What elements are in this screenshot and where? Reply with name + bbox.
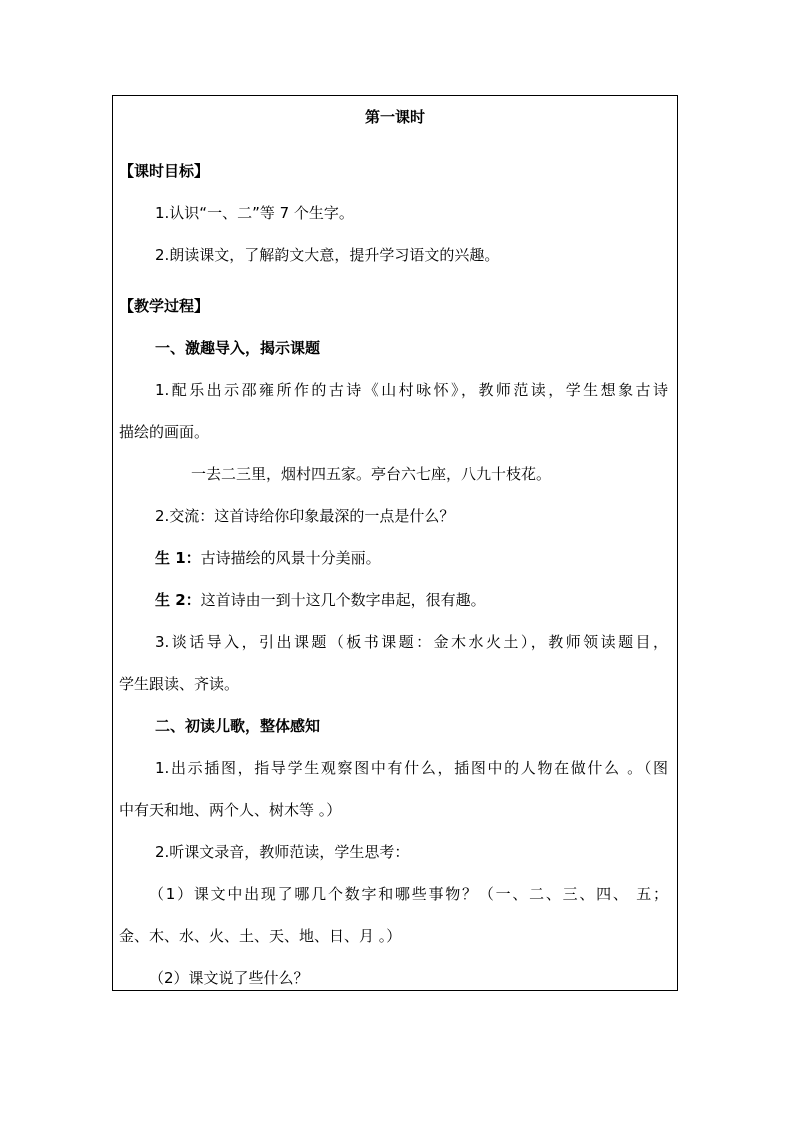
paragraph-line: 中有天和地、两个人、树木等 。） — [119, 801, 342, 819]
question-item: （2）课文说了些什么？ — [149, 969, 309, 987]
objective-item: 1.认识“一、二”等 7 个生字。 — [155, 204, 354, 222]
paragraph-line: 学生跟读、齐读。 — [119, 675, 240, 693]
paragraph-line: 描绘的画面。 — [119, 423, 210, 441]
student-label: 生 1： — [155, 549, 201, 567]
poem-text: 一去二三里，烟村四五家。亭台六七座，八九十枝花。 — [191, 465, 552, 483]
section-heading: 二、初读儿歌，整体感知 — [155, 717, 321, 735]
student-label: 生 2： — [155, 591, 201, 609]
paragraph-line: 1.配乐出示邵雍所作的古诗《山村咏怀》，教师范读，学生想象古诗 — [155, 381, 668, 399]
student-answer — [155, 549, 381, 567]
objective-item: 2.朗读课文，了解韵文大意，提升学习语文的兴趣。 — [155, 246, 500, 264]
paragraph-line: 3.谈话导入，引出课题（板书课题：金木水火土），教师领读题目， — [155, 633, 668, 651]
lesson-plan-table — [112, 95, 678, 991]
student-answer-text: 这首诗由一到十这几个数字串起，很有趣。 — [200, 591, 486, 609]
student-answer-text: 古诗描绘的风景十分美丽。 — [200, 549, 381, 567]
question-item: （1）课文中出现了哪几个数字和哪些事物？（一、二、三、四、 五； — [149, 885, 668, 903]
objectives-heading: 【课时目标】 — [119, 162, 210, 180]
paragraph-line: 1.出示插图，指导学生观察图中有什么，插图中的人物在做什么 。（图 — [155, 759, 668, 777]
process-heading: 【教学过程】 — [119, 297, 210, 315]
paragraph-line: 2.交流：这首诗给你印象最深的一点是什么？ — [155, 507, 455, 525]
lesson-title: 第一课时 — [364, 108, 425, 126]
paragraph-line: 2.听课文录音，教师范读，学生思考： — [155, 843, 410, 861]
section-heading: 一、激趣导入，揭示课题 — [155, 339, 321, 357]
question-item: 金、木、水、火、土、天、地、日、月 。） — [119, 927, 402, 945]
student-answer — [155, 591, 486, 609]
